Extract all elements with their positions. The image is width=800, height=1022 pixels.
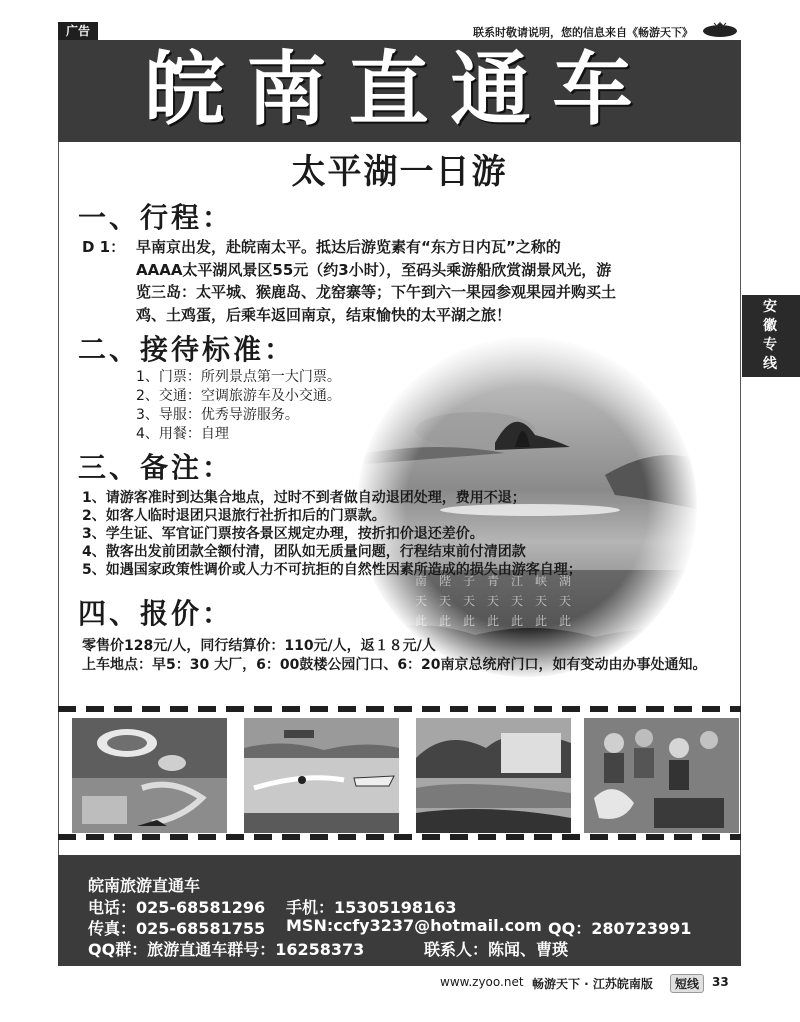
company-name: 皖南旅游直通车	[88, 876, 201, 895]
note-item: 2、如客人临时退团只退旅行社折扣后的门票款。	[82, 508, 386, 524]
section-standards-heading: 二、接待标准：	[78, 333, 296, 366]
photo-thumb-food-river	[72, 718, 227, 833]
pickup-line: 上车地点：早5：30 大厂，6：00鼓楼公园门口、6：20南京总统府门口，如有变动由办事处通知。	[82, 657, 707, 673]
qq-contact: QQ：280723991	[548, 919, 692, 938]
film-perforation	[58, 834, 741, 840]
note-item: 3、学生证、军官证门票按各景区规定办理，按折扣价退还差价。	[82, 526, 484, 542]
price-line: 零售价128元/人，同行结算价：110元/人，返１８元/人	[82, 638, 436, 654]
qq-group: QQ群：旅游直通车群号：16258373	[88, 940, 365, 959]
itinerary-line: AAAA太平湖风景区55元（约3小时），至码头乘游船欣赏湖景风光，游	[136, 261, 612, 279]
top-strip	[58, 20, 741, 40]
page-footer	[440, 975, 740, 995]
mobile-number: 手机：15305198163	[286, 898, 457, 917]
side-category-label: 安徽专线	[763, 299, 777, 372]
note-item: 5、如遇国家政策性调价或人力不可抗拒的自然性因素所造成的损失由游客自理；	[82, 562, 582, 578]
standard-item: 2、交通：空调旅游车及小交通。	[136, 388, 341, 404]
itinerary-day-label: D 1：	[82, 238, 126, 256]
photo-film-strip	[58, 706, 741, 846]
fax-number: 传真：025-68581755	[88, 919, 266, 938]
film-perforation	[58, 706, 741, 712]
photo-thumb-tourists	[584, 718, 739, 833]
publication-name: 畅游天下 · 江苏皖南版	[532, 977, 653, 991]
publication-logo-icon	[701, 22, 739, 38]
subtitle: 太平湖一日游	[291, 152, 508, 192]
msn-contact: MSN:ccfy3237@hotmail.com	[286, 916, 542, 935]
photo-thumb-lake-boats	[244, 718, 399, 833]
note-item: 1、请游客准时到达集合地点，过时不到者做自动退团处理，费用不退；	[82, 490, 526, 506]
phone-number: 电话：025-68581296	[88, 898, 266, 917]
photo-thumb-lake-islands	[416, 718, 571, 833]
ad-tag: 广告	[58, 22, 98, 40]
lake-photo	[355, 335, 700, 680]
source-notice: 联系时敬请说明，您的信息来自《畅游天下》	[473, 26, 693, 39]
itinerary-line: 早南京出发，赴皖南太平。抵达后游览素有“东方日内瓦”之称的	[136, 238, 561, 256]
standard-item: 1、门票：所列景点第一大门票。	[136, 369, 341, 385]
standard-item: 3、导服：优秀导游服务。	[136, 407, 299, 423]
main-title: 皖南直通车	[144, 43, 655, 136]
section-itinerary-heading: 一、行程：	[78, 201, 234, 234]
note-item: 4、散客出发前团款全额付清，团队如无质量问题，行程结束前付清团款	[82, 544, 526, 560]
itinerary-line: 览三岛：太平城、猴鹿岛、龙窑寨等；下午到六一果园参观果园并购买土	[136, 283, 617, 301]
page-number: 33	[712, 975, 729, 989]
contact-persons: 联系人：陈闻、曹瑛	[424, 940, 569, 959]
standard-item: 4、用餐：自理	[136, 426, 229, 442]
section-notes-heading: 三、备注：	[78, 451, 234, 484]
section-price-heading: 四、报价：	[78, 597, 234, 630]
website-link[interactable]: www.zyoo.net	[440, 975, 524, 989]
itinerary-line: 鸡、土鸡蛋，后乘车返回南京，结束愉快的太平湖之旅！	[136, 306, 512, 324]
category-badge: 短线	[670, 974, 704, 993]
